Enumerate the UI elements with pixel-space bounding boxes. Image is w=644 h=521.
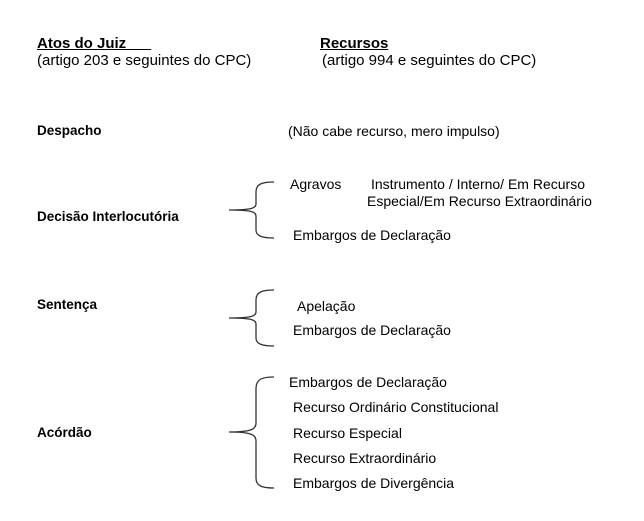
header-recursos: Recursos: [320, 35, 389, 52]
recurso-agravos: Agravos: [290, 176, 342, 192]
recurso-embargos-divergencia: Embargos de Divergência: [293, 475, 455, 491]
header-recursos-subtitle: (artigo 994 e seguintes do CPC): [322, 52, 537, 69]
header-atos-subtitle: (artigo 203 e seguintes do CPC): [37, 52, 252, 69]
recurso-ordinario-constitucional: Recurso Ordinário Constitucional: [293, 399, 499, 415]
recurso-extraordinario: Recurso Extraordinário: [293, 450, 437, 466]
recurso-embargos-declaracao: Embargos de Declaração: [293, 227, 451, 243]
agravos-detail-line1: Instrumento / Interno/ Em Recurso: [371, 176, 585, 192]
recurso-embargos-declaracao: Embargos de Declaração: [293, 322, 451, 338]
despacho-note: (Não cabe recurso, mero impulso): [288, 123, 500, 139]
agravos-detail-line2: Especial/Em Recurso Extraordinário: [367, 193, 592, 209]
act-decisao-interlocutoria: Decisão Interlocutória: [37, 209, 179, 224]
recurso-apelacao: Apelação: [297, 298, 356, 314]
recurso-embargos-declaracao: Embargos de Declaração: [289, 374, 447, 390]
recurso-especial: Recurso Especial: [293, 425, 402, 441]
act-acordao: Acórdão: [37, 425, 92, 440]
header-atos-do-juiz: Atos do Juiz: [37, 35, 152, 52]
act-despacho: Despacho: [37, 123, 102, 138]
act-sentenca: Sentença: [37, 297, 98, 312]
